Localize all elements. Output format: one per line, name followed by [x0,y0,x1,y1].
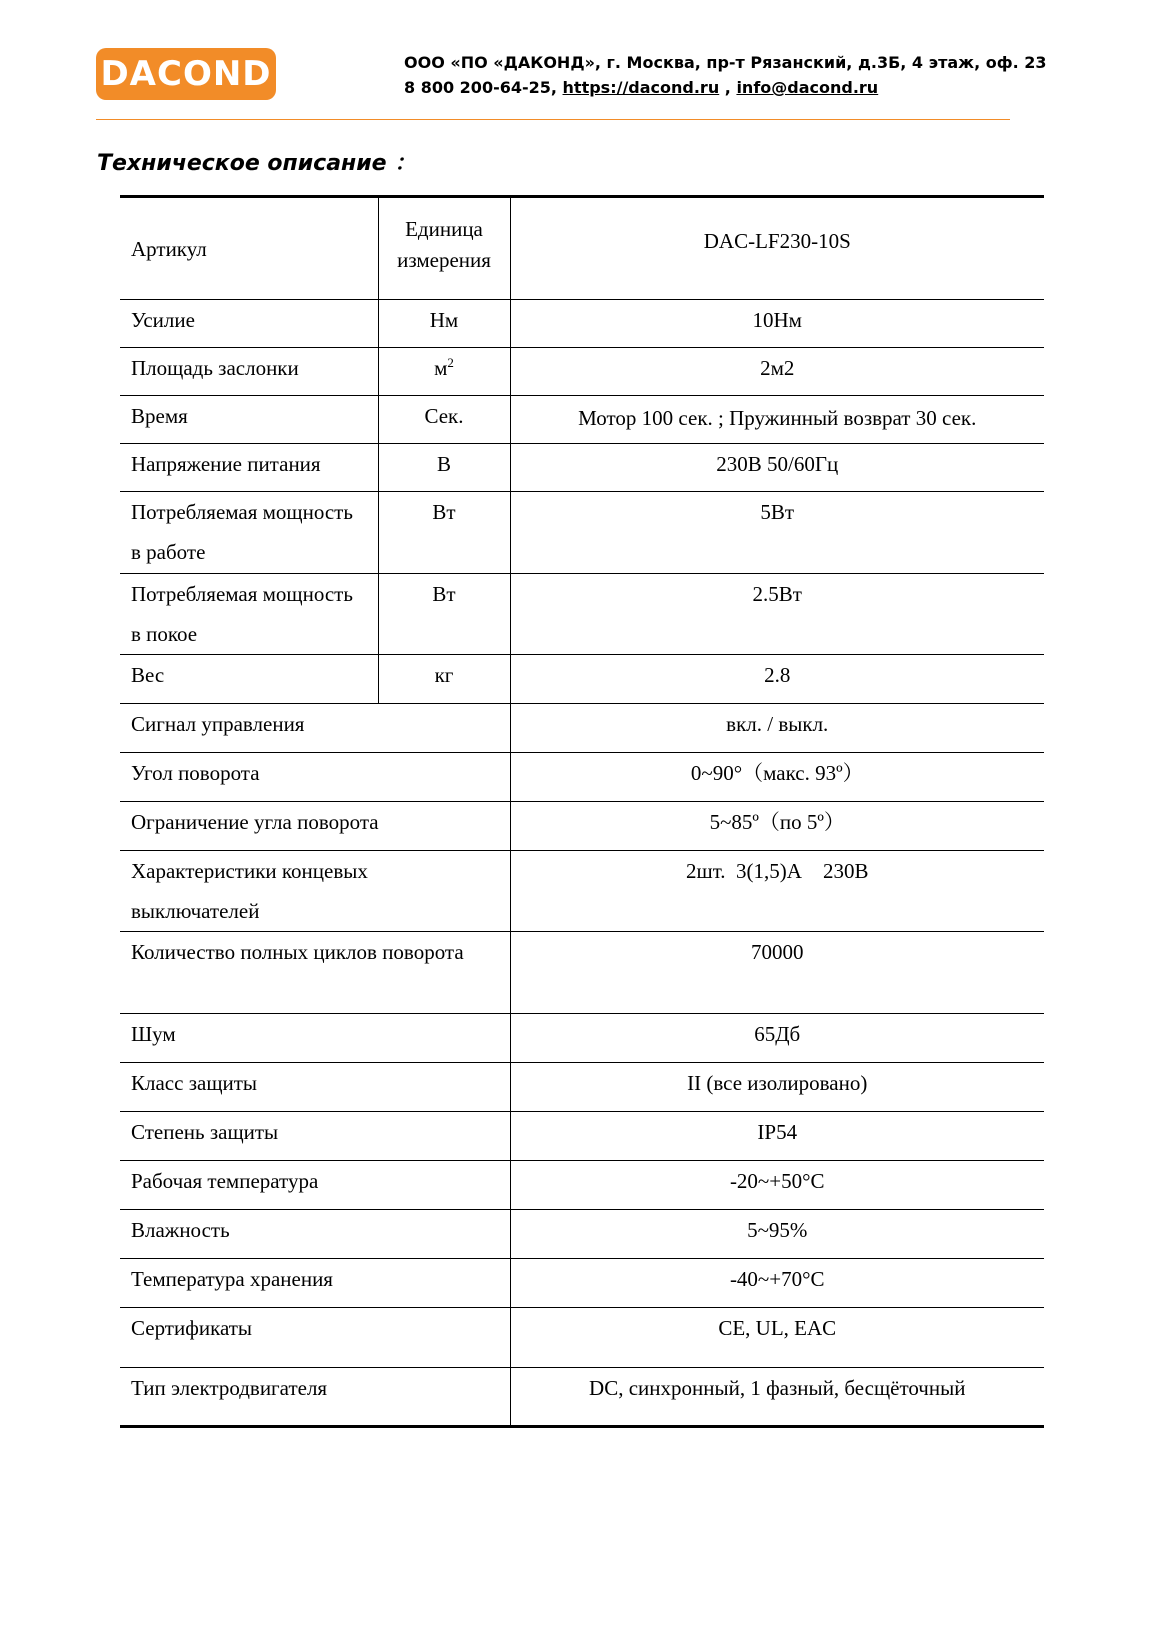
unit-base: м [434,356,448,380]
row-label: Характеристики концевых выключателей [120,851,510,932]
company-logo [96,48,276,100]
row-value: Мотор 100 сек. ; Пружинный возврат 30 сек. [510,396,1044,444]
table-row [120,1210,1044,1259]
header-divider [96,119,1010,120]
table-row [120,444,1044,492]
row-value: 2шт. 3(1,5)А 230В [510,851,1044,932]
section-title: Техническое описание ： [97,151,417,176]
table-row [120,1014,1044,1063]
row-unit: кг [378,655,510,704]
row-value: вкл. / выкл. [510,704,1044,753]
row-label: Вес [120,655,378,704]
row-label: Тип электродвигателя [120,1368,510,1427]
row-label: Усилие [120,300,378,348]
table-row [120,655,1044,704]
row-label: Сигнал управления [120,704,510,753]
table-row [120,1308,1044,1368]
contact-separator: , [719,78,737,97]
row-label: Площадь заслонки [120,348,378,396]
row-unit [378,348,510,396]
row-unit: Сек. [378,396,510,444]
header-unit-cell: Единица измерения [378,197,510,300]
row-value: 70000 [510,932,1044,1014]
header-value-cell: DAC-LF230-10S [510,197,1044,300]
row-label: Количество полных циклов поворота [120,932,510,1014]
unit-superscript: 2 [447,355,454,370]
email-link[interactable]: info@dacond.ru [736,78,879,97]
row-label: Потребляемая мощность в покое [120,574,378,655]
row-value: II (все изолировано) [510,1063,1044,1112]
table-row [120,1112,1044,1161]
row-value: 2м2 [510,348,1044,396]
company-phone: 8 800 200-64-25, [404,78,563,97]
row-label: Степень защиты [120,1112,510,1161]
row-value: DC, синхронный, 1 фазный, бесщёточный [510,1368,1044,1427]
row-label: Класс защиты [120,1063,510,1112]
row-unit: Вт [378,574,510,655]
row-unit: Нм [378,300,510,348]
table-row [120,851,1044,932]
table-header-row [120,197,1044,300]
row-value: 2.8 [510,655,1044,704]
table-row [120,932,1044,1014]
table-row [120,1063,1044,1112]
table-row [120,802,1044,851]
row-label: Ограничение угла поворота [120,802,510,851]
row-value: 2.5Вт [510,574,1044,655]
row-value: 10Нм [510,300,1044,348]
row-value: CE, UL, EAC [510,1308,1044,1368]
table-row [120,1161,1044,1210]
website-link[interactable]: https://dacond.ru [562,78,720,97]
row-value: 65Дб [510,1014,1044,1063]
row-label: Время [120,396,378,444]
row-label: Напряжение питания [120,444,378,492]
row-label: Рабочая температура [120,1161,510,1210]
row-value: 0~90°（макс. 93º） [510,753,1044,802]
logo-text: DACOND [100,54,272,94]
header-label-cell: Артикул [120,197,378,300]
table-row [120,348,1044,396]
row-label: Потребляемая мощность в работе [120,492,378,574]
row-value: 5~85º（по 5º） [510,802,1044,851]
row-value: -20~+50°C [510,1161,1044,1210]
row-label: Сертификаты [120,1308,510,1368]
company-address: ООО «ПО «ДАКОНД», г. Москва, пр-т Рязанский, д.3Б, 4 этаж, оф. 23 [404,53,1047,72]
row-value: -40~+70°C [510,1259,1044,1308]
table-row [120,396,1044,444]
table-row [120,753,1044,802]
company-contacts [404,75,1047,100]
table-row [120,1259,1044,1308]
table-row [120,1368,1044,1427]
table-row [120,492,1044,574]
row-unit: Вт [378,492,510,574]
row-label: Влажность [120,1210,510,1259]
table-row [120,574,1044,655]
table-row [120,704,1044,753]
row-value: IP54 [510,1112,1044,1161]
table-row [120,300,1044,348]
row-label: Угол поворота [120,753,510,802]
row-value: 5Вт [510,492,1044,574]
row-label: Шум [120,1014,510,1063]
row-value: 5~95% [510,1210,1044,1259]
row-label: Температура хранения [120,1259,510,1308]
row-unit: В [378,444,510,492]
spec-table [120,195,1044,1428]
company-info [404,50,1047,100]
row-value: 230В 50/60Гц [510,444,1044,492]
